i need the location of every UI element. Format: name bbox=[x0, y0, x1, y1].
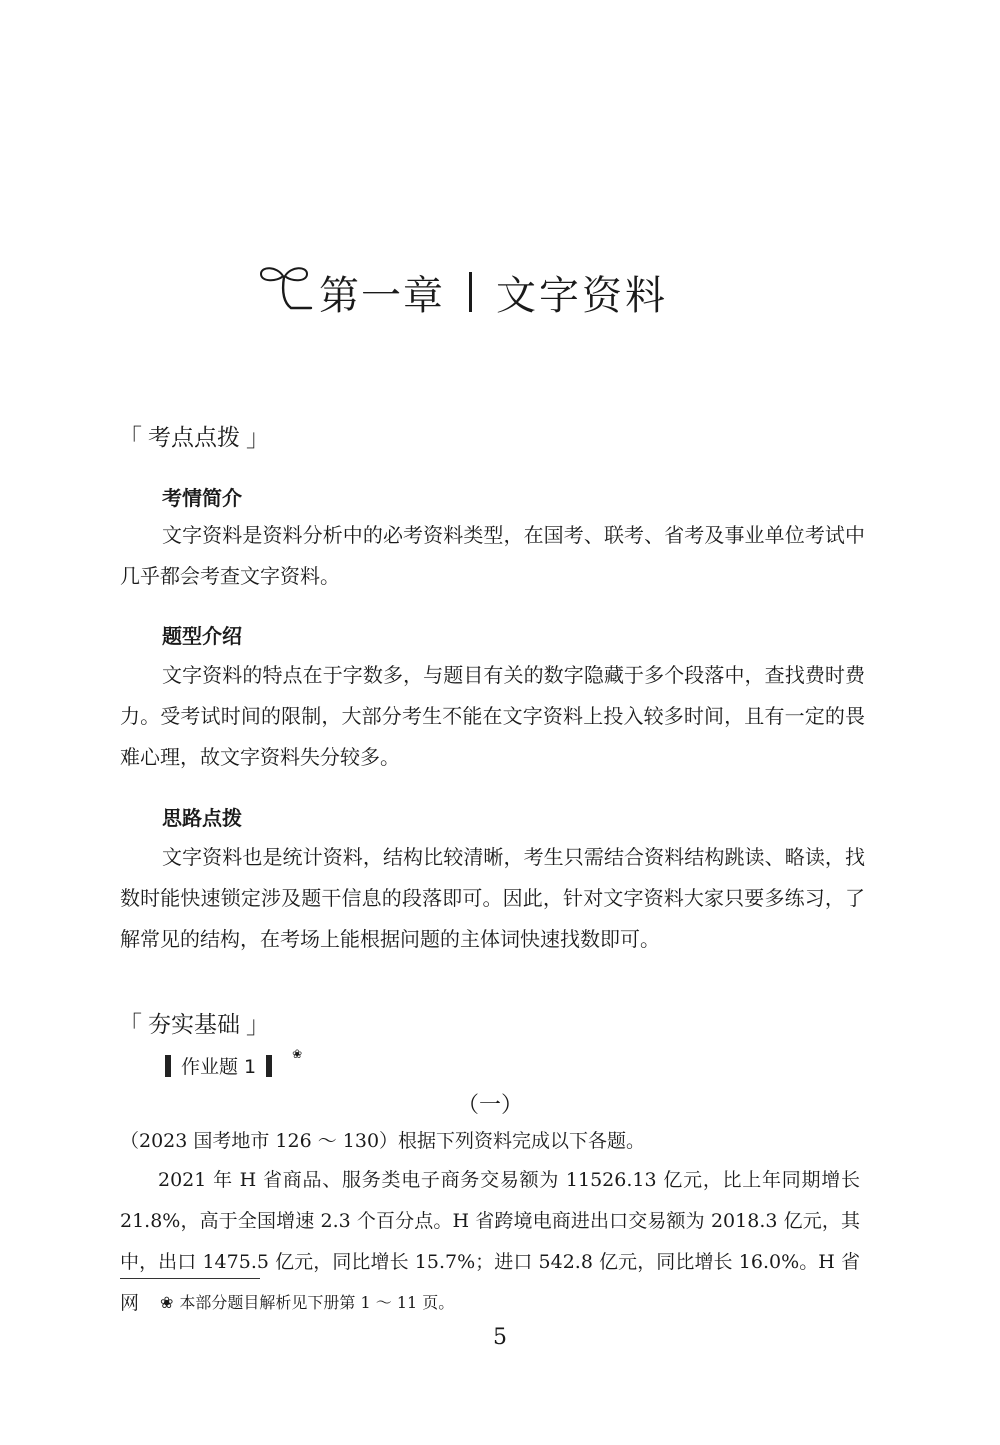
homework-title: 作业题 1 bbox=[181, 1056, 257, 1078]
homework-bar-right bbox=[266, 1055, 272, 1077]
homework-bar-left bbox=[165, 1055, 171, 1077]
chapter-number: 第一章 bbox=[319, 272, 445, 319]
flower-note-icon: ❀ bbox=[160, 1293, 174, 1312]
chapter-divider bbox=[469, 272, 472, 312]
section-title: 考点点拨 bbox=[148, 425, 240, 451]
footnote bbox=[160, 1290, 454, 1313]
section-title: 夯实基础 bbox=[148, 1012, 240, 1038]
subhead-tixing: 题型介绍 bbox=[162, 624, 242, 648]
corner-bracket-right: 」 bbox=[246, 1011, 270, 1039]
paragraph-tixing: 文字资料的特点在于字数多，与题目有关的数字隐藏于多个段落中，查找费时费力。受考试时间的限制，大部分考生不能在文字资料上投入较多时间，且有一定的畏难心理，故文字资料失分较多。 bbox=[120, 663, 865, 769]
corner-bracket-left: 「 bbox=[118, 424, 142, 452]
corner-bracket-left: 「 bbox=[118, 1011, 142, 1039]
sprout-icon bbox=[255, 262, 315, 322]
section-heading-hangshi bbox=[118, 1005, 270, 1040]
footnote-rule bbox=[120, 1278, 260, 1279]
chapter-heading bbox=[255, 252, 668, 332]
subsection-number: （一） bbox=[456, 1093, 523, 1118]
footnote-text: 本部分题目解析见下册第 1 ～ 11 页。 bbox=[179, 1293, 455, 1312]
chapter-title: 文字资料 bbox=[496, 272, 668, 319]
paragraph-silu: 文字资料也是统计资料，结构比较清晰，考生只需结合资料结构跳读、略读，找数时能快速锁定涉及题干信息的段落即可。因此，针对文字资料大家只要多练习，了解常见的结构，在考场上能根据问题的主体词快速找数即可。 bbox=[120, 845, 865, 951]
paragraph-kaoqing: 文字资料是资料分析中的必考资料类型，在国考、联考、省考及事业单位考试中几乎都会考查文字资料。 bbox=[120, 523, 865, 588]
subhead-silu: 思路点拨 bbox=[162, 806, 242, 830]
question-intro: （2023 国考地市 126 ～ 130）根据下列资料完成以下各题。 bbox=[120, 1130, 646, 1152]
subhead-kaoqing: 考情简介 bbox=[162, 486, 242, 510]
flower-note-icon: ❀ bbox=[292, 1046, 303, 1061]
homework-label bbox=[155, 1046, 303, 1079]
page-number: 5 bbox=[493, 1325, 507, 1350]
question-paragraph: 2021 年 H 省商品、服务类电子商务交易额为 11526.13 亿元，比上年同期增长 21.8%，高于全国增速 2.3 个百分点。H 省跨境电商进出口交易额为 2018.3 亿元，其中，出口 1475.5 亿元，同比增长 15.7%；进口 542.8 亿元，同比增长 16.0%。H 省网 bbox=[120, 1169, 860, 1314]
section-heading-kaodian bbox=[118, 418, 270, 453]
corner-bracket-right: 」 bbox=[246, 424, 270, 452]
